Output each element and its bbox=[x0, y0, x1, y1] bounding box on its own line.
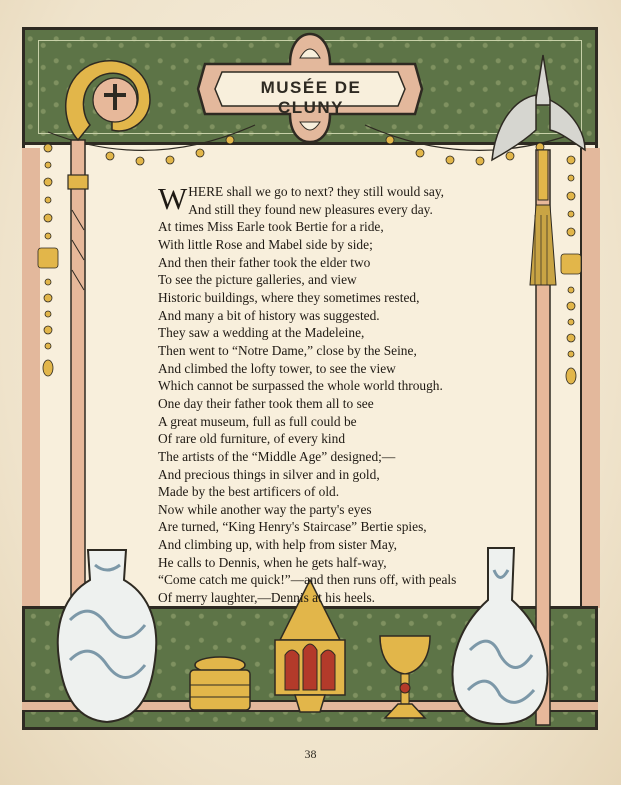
poem-line: To see the picture galleries, and view bbox=[158, 272, 357, 288]
poem-line: “Come catch me quick!”—and then runs off, with peals bbox=[158, 572, 457, 588]
poem-line: And precious things in silver and in gold, bbox=[158, 466, 380, 482]
poem-line: A great museum, full as full could be bbox=[158, 413, 357, 429]
poem-line: Are turned, “King Henry's Staircase” Bertie spies, bbox=[158, 519, 427, 535]
left-chain-icon bbox=[38, 144, 58, 376]
poem-line: And then their father took the elder two bbox=[158, 254, 371, 270]
poem-line: The artists of the “Middle Age” designed;— bbox=[158, 448, 396, 464]
drop-cap: W bbox=[158, 181, 188, 216]
right-chain-icon bbox=[561, 156, 581, 384]
poem-line: At times Miss Earle took Bertie for a ride, bbox=[158, 219, 384, 235]
poem-line: One day their father took them all to see bbox=[158, 395, 374, 411]
poem-line: Now while another way the party's eyes bbox=[158, 501, 372, 517]
casket-icon bbox=[190, 657, 250, 710]
page-title: MUSÉE DE CLUNY bbox=[260, 78, 362, 117]
page-number: 38 bbox=[304, 747, 317, 761]
poem-line: And climbing up, with help from sister May, bbox=[158, 537, 398, 553]
poem-line: Which cannot be surpassed the whole world through. bbox=[158, 378, 443, 394]
poem-line: And climbed the lofty tower, to see the view bbox=[158, 360, 396, 376]
poem-line: They saw a wedding at the Madeleine, bbox=[158, 325, 365, 341]
poem-line: He calls to Dennis, when he gets half-way, bbox=[158, 554, 387, 570]
poem-line: And many a bit of history was suggested. bbox=[158, 307, 380, 323]
poem-line: Of rare old furniture, of every kind bbox=[158, 431, 346, 447]
poem-line: Then went to “Notre Dame,” close by the Seine, bbox=[158, 342, 417, 358]
poem-line: With little Rose and Mabel side by side; bbox=[158, 236, 373, 252]
poem-line: Of merry laughter,—Dennis at his heels. bbox=[158, 590, 376, 606]
poem-body bbox=[158, 183, 488, 607]
chalice-icon bbox=[380, 636, 430, 718]
poem-line: Made by the best artificers of old. bbox=[158, 484, 340, 500]
poem-first-line: HERE shall we go to next? they still would say, bbox=[188, 184, 445, 199]
poem-line: Historic buildings, where they sometimes rested, bbox=[158, 289, 420, 305]
poem-line: And still they found new pleasures every day. bbox=[188, 201, 433, 217]
